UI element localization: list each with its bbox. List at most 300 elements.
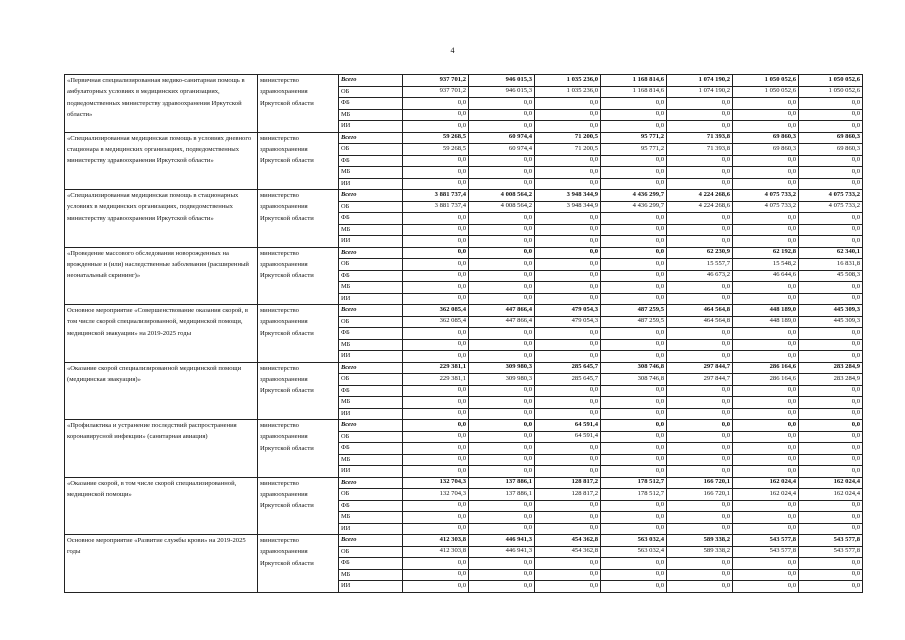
amount-cell: 0,0 [601, 328, 667, 340]
amount-cell: 454 362,8 [535, 535, 601, 547]
amount-cell: 0,0 [601, 247, 667, 259]
amount-cell: 0,0 [799, 420, 863, 432]
amount-cell: 0,0 [535, 121, 601, 133]
amount-cell: 0,0 [601, 454, 667, 466]
amount-cell: 0,0 [799, 293, 863, 305]
amount-cell: 286 164,6 [733, 374, 799, 386]
amount-cell: 69 860,3 [799, 144, 863, 156]
funding-source: МБ [339, 397, 403, 409]
funding-source: Всего [339, 190, 403, 202]
funding-source: МБ [339, 512, 403, 524]
amount-cell: 0,0 [601, 466, 667, 478]
amount-cell: 0,0 [601, 155, 667, 167]
amount-cell: 4 436 299,7 [601, 201, 667, 213]
amount-cell: 0,0 [403, 121, 469, 133]
amount-cell: 0,0 [733, 431, 799, 443]
amount-cell: 309 980,3 [469, 362, 535, 374]
program-description: Основное мероприятие «Развитие службы крови» на 2019-2025 годы [65, 535, 258, 593]
table-row [65, 420, 863, 432]
program-description: Основное мероприятие «Совершенствование оказания скорой, в том числе скорой специализированной, медицинской помощи, медицинской эвакуации» на 2019-2025 годы [65, 305, 258, 363]
funding-source: ИИ [339, 523, 403, 535]
amount-cell: 1 035 236,0 [535, 75, 601, 87]
amount-cell: 0,0 [403, 98, 469, 110]
table-row [65, 247, 863, 259]
amount-cell: 447 866,4 [469, 316, 535, 328]
amount-cell: 0,0 [799, 155, 863, 167]
funding-source: ИИ [339, 293, 403, 305]
responsible-org: министерство здравоохранения Иркутской области [258, 305, 339, 363]
funding-source: МБ [339, 282, 403, 294]
funding-source: ОБ [339, 259, 403, 271]
amount-cell: 16 831,8 [799, 259, 863, 271]
amount-cell: 0,0 [469, 213, 535, 225]
amount-cell: 283 284,9 [799, 374, 863, 386]
amount-cell: 0,0 [469, 236, 535, 248]
amount-cell: 0,0 [799, 408, 863, 420]
amount-cell: 0,0 [535, 558, 601, 570]
amount-cell: 0,0 [469, 293, 535, 305]
amount-cell: 0,0 [469, 408, 535, 420]
amount-cell: 178 512,7 [601, 489, 667, 501]
amount-cell: 0,0 [601, 558, 667, 570]
amount-cell: 3 881 737,4 [403, 190, 469, 202]
amount-cell: 0,0 [403, 397, 469, 409]
amount-cell: 543 577,8 [799, 546, 863, 558]
table-row [65, 132, 863, 144]
amount-cell: 285 645,7 [535, 374, 601, 386]
amount-cell: 60 974,4 [469, 132, 535, 144]
amount-cell: 0,0 [733, 523, 799, 535]
amount-cell: 62 192,8 [733, 247, 799, 259]
amount-cell: 0,0 [403, 339, 469, 351]
amount-cell: 0,0 [601, 98, 667, 110]
amount-cell: 0,0 [799, 512, 863, 524]
amount-cell: 59 268,5 [403, 144, 469, 156]
amount-cell: 0,0 [601, 523, 667, 535]
amount-cell: 0,0 [403, 328, 469, 340]
amount-cell: 0,0 [535, 512, 601, 524]
amount-cell: 3 948 344,9 [535, 190, 601, 202]
amount-cell: 0,0 [667, 121, 733, 133]
amount-cell: 286 164,6 [733, 362, 799, 374]
amount-cell: 45 508,3 [799, 270, 863, 282]
amount-cell: 487 259,5 [601, 305, 667, 317]
amount-cell: 0,0 [601, 397, 667, 409]
amount-cell: 0,0 [535, 454, 601, 466]
amount-cell: 46 673,2 [667, 270, 733, 282]
amount-cell: 162 024,4 [799, 489, 863, 501]
amount-cell: 0,0 [469, 351, 535, 363]
amount-cell: 0,0 [601, 500, 667, 512]
amount-cell: 0,0 [799, 500, 863, 512]
amount-cell: 0,0 [469, 581, 535, 593]
amount-cell: 0,0 [733, 385, 799, 397]
amount-cell: 1 074 190,2 [667, 75, 733, 87]
amount-cell: 0,0 [601, 167, 667, 179]
amount-cell: 0,0 [733, 581, 799, 593]
amount-cell: 0,0 [535, 351, 601, 363]
amount-cell: 3 948 344,9 [535, 201, 601, 213]
amount-cell: 0,0 [667, 224, 733, 236]
amount-cell: 283 284,9 [799, 362, 863, 374]
amount-cell: 0,0 [799, 351, 863, 363]
amount-cell: 1 168 814,6 [601, 75, 667, 87]
amount-cell: 0,0 [667, 558, 733, 570]
amount-cell: 0,0 [601, 213, 667, 225]
funding-source: ИИ [339, 581, 403, 593]
funding-source: ОБ [339, 316, 403, 328]
responsible-org: министерство здравоохранения Иркутской области [258, 362, 339, 420]
amount-cell: 0,0 [469, 466, 535, 478]
program-description: «Первичная специализированная медико-санитарная помощь в амбулаторных условиях в медицинских организациях, подведомственных министерству здравоохранения Иркутской области» [65, 75, 258, 133]
responsible-org: министерство здравоохранения Иркутской области [258, 535, 339, 593]
amount-cell: 362 085,4 [403, 316, 469, 328]
amount-cell: 1 050 052,6 [799, 86, 863, 98]
amount-cell: 946 015,3 [469, 86, 535, 98]
amount-cell: 543 577,8 [733, 546, 799, 558]
amount-cell: 464 564,8 [667, 305, 733, 317]
amount-cell: 0,0 [667, 523, 733, 535]
amount-cell: 229 381,1 [403, 362, 469, 374]
amount-cell: 0,0 [403, 247, 469, 259]
amount-cell: 0,0 [469, 523, 535, 535]
amount-cell: 0,0 [403, 454, 469, 466]
amount-cell: 0,0 [733, 443, 799, 455]
amount-cell: 59 268,5 [403, 132, 469, 144]
amount-cell: 0,0 [799, 213, 863, 225]
amount-cell: 362 085,4 [403, 305, 469, 317]
funding-source: ИИ [339, 236, 403, 248]
amount-cell: 137 886,1 [469, 489, 535, 501]
amount-cell: 4 008 564,2 [469, 201, 535, 213]
amount-cell: 60 974,4 [469, 144, 535, 156]
amount-cell: 0,0 [733, 328, 799, 340]
amount-cell: 0,0 [667, 339, 733, 351]
amount-cell: 0,0 [535, 236, 601, 248]
amount-cell: 0,0 [667, 293, 733, 305]
amount-cell: 0,0 [799, 224, 863, 236]
funding-source: Всего [339, 362, 403, 374]
amount-cell: 0,0 [601, 236, 667, 248]
amount-cell: 0,0 [403, 443, 469, 455]
amount-cell: 0,0 [469, 98, 535, 110]
amount-cell: 0,0 [535, 213, 601, 225]
amount-cell: 0,0 [733, 351, 799, 363]
amount-cell: 0,0 [601, 282, 667, 294]
responsible-org: министерство здравоохранения Иркутской области [258, 420, 339, 478]
program-description: «Оказание скорой специализированной медицинской помощи (медицинская эвакуация)» [65, 362, 258, 420]
funding-source: ФБ [339, 500, 403, 512]
amount-cell: 0,0 [601, 512, 667, 524]
amount-cell: 448 189,0 [733, 316, 799, 328]
amount-cell: 0,0 [469, 420, 535, 432]
amount-cell: 0,0 [601, 339, 667, 351]
amount-cell: 0,0 [469, 431, 535, 443]
table-row [65, 305, 863, 317]
funding-source: МБ [339, 167, 403, 179]
amount-cell: 445 309,3 [799, 316, 863, 328]
amount-cell: 0,0 [469, 282, 535, 294]
amount-cell: 297 844,7 [667, 374, 733, 386]
amount-cell: 309 980,3 [469, 374, 535, 386]
amount-cell: 589 338,2 [667, 535, 733, 547]
amount-cell: 0,0 [733, 167, 799, 179]
funding-source: ОБ [339, 489, 403, 501]
responsible-org: министерство здравоохранения Иркутской области [258, 190, 339, 248]
amount-cell: 0,0 [469, 121, 535, 133]
funding-source: ОБ [339, 431, 403, 443]
amount-cell: 0,0 [667, 431, 733, 443]
funding-source: Всего [339, 75, 403, 87]
amount-cell: 0,0 [733, 500, 799, 512]
amount-cell: 0,0 [667, 155, 733, 167]
amount-cell: 0,0 [469, 512, 535, 524]
amount-cell: 0,0 [601, 351, 667, 363]
funding-source: ИИ [339, 408, 403, 420]
amount-cell: 0,0 [535, 397, 601, 409]
amount-cell: 71 200,5 [535, 132, 601, 144]
amount-cell: 0,0 [667, 397, 733, 409]
amount-cell: 479 054,3 [535, 316, 601, 328]
amount-cell: 0,0 [535, 500, 601, 512]
amount-cell: 0,0 [799, 178, 863, 190]
amount-cell: 0,0 [403, 351, 469, 363]
amount-cell: 162 024,4 [733, 477, 799, 489]
amount-cell: 0,0 [733, 293, 799, 305]
amount-cell: 0,0 [403, 109, 469, 121]
amount-cell: 0,0 [403, 270, 469, 282]
amount-cell: 0,0 [733, 397, 799, 409]
amount-cell: 4 075 733,2 [799, 190, 863, 202]
amount-cell: 0,0 [469, 224, 535, 236]
funding-source: МБ [339, 109, 403, 121]
amount-cell: 0,0 [601, 420, 667, 432]
amount-cell: 946 015,3 [469, 75, 535, 87]
amount-cell: 71 393,8 [667, 144, 733, 156]
amount-cell: 0,0 [733, 282, 799, 294]
amount-cell: 0,0 [733, 569, 799, 581]
amount-cell: 0,0 [667, 443, 733, 455]
amount-cell: 0,0 [403, 236, 469, 248]
funding-source: ОБ [339, 374, 403, 386]
amount-cell: 0,0 [733, 236, 799, 248]
amount-cell: 563 032,4 [601, 546, 667, 558]
funding-source: ФБ [339, 155, 403, 167]
funding-source: ФБ [339, 443, 403, 455]
funding-source: Всего [339, 535, 403, 547]
amount-cell: 412 303,8 [403, 546, 469, 558]
amount-cell: 412 303,8 [403, 535, 469, 547]
amount-cell: 0,0 [667, 282, 733, 294]
amount-cell: 0,0 [469, 385, 535, 397]
amount-cell: 0,0 [799, 167, 863, 179]
amount-cell: 1 035 236,0 [535, 86, 601, 98]
amount-cell: 0,0 [403, 466, 469, 478]
amount-cell: 0,0 [469, 178, 535, 190]
amount-cell: 4 075 733,2 [733, 190, 799, 202]
amount-cell: 0,0 [403, 558, 469, 570]
amount-cell: 0,0 [469, 500, 535, 512]
amount-cell: 447 866,4 [469, 305, 535, 317]
amount-cell: 937 701,2 [403, 86, 469, 98]
amount-cell: 0,0 [535, 408, 601, 420]
amount-cell: 0,0 [535, 581, 601, 593]
amount-cell: 0,0 [403, 167, 469, 179]
amount-cell: 0,0 [601, 270, 667, 282]
funding-source: МБ [339, 569, 403, 581]
amount-cell: 0,0 [667, 213, 733, 225]
amount-cell: 0,0 [799, 397, 863, 409]
amount-cell: 64 591,4 [535, 420, 601, 432]
amount-cell: 62 340,1 [799, 247, 863, 259]
amount-cell: 0,0 [601, 443, 667, 455]
funding-source: Всего [339, 247, 403, 259]
amount-cell: 0,0 [403, 178, 469, 190]
amount-cell: 0,0 [535, 328, 601, 340]
amount-cell: 166 720,1 [667, 477, 733, 489]
amount-cell: 95 771,2 [601, 144, 667, 156]
amount-cell: 1 168 814,6 [601, 86, 667, 98]
amount-cell: 0,0 [535, 270, 601, 282]
amount-cell: 1 050 052,6 [733, 75, 799, 87]
amount-cell: 589 338,2 [667, 546, 733, 558]
responsible-org: министерство здравоохранения Иркутской области [258, 477, 339, 535]
amount-cell: 0,0 [667, 167, 733, 179]
amount-cell: 0,0 [469, 328, 535, 340]
funding-table [64, 74, 863, 593]
amount-cell: 0,0 [799, 328, 863, 340]
amount-cell: 0,0 [667, 581, 733, 593]
amount-cell: 0,0 [403, 420, 469, 432]
amount-cell: 0,0 [403, 282, 469, 294]
page-number: 4 [450, 46, 455, 55]
amount-cell: 0,0 [799, 282, 863, 294]
funding-source: ФБ [339, 213, 403, 225]
amount-cell: 0,0 [667, 500, 733, 512]
amount-cell: 0,0 [535, 293, 601, 305]
amount-cell: 0,0 [469, 569, 535, 581]
funding-source: ИИ [339, 178, 403, 190]
amount-cell: 0,0 [469, 247, 535, 259]
amount-cell: 0,0 [535, 178, 601, 190]
amount-cell: 0,0 [601, 431, 667, 443]
amount-cell: 15 557,7 [667, 259, 733, 271]
amount-cell: 0,0 [403, 224, 469, 236]
amount-cell: 563 032,4 [601, 535, 667, 547]
amount-cell: 0,0 [733, 466, 799, 478]
amount-cell: 0,0 [799, 443, 863, 455]
amount-cell: 0,0 [469, 270, 535, 282]
amount-cell: 0,0 [799, 569, 863, 581]
amount-cell: 0,0 [733, 155, 799, 167]
funding-source: ФБ [339, 558, 403, 570]
amount-cell: 0,0 [535, 224, 601, 236]
amount-cell: 0,0 [733, 558, 799, 570]
amount-cell: 0,0 [403, 431, 469, 443]
amount-cell: 1 050 052,6 [799, 75, 863, 87]
amount-cell: 0,0 [469, 259, 535, 271]
amount-cell: 0,0 [667, 420, 733, 432]
amount-cell: 162 024,4 [733, 489, 799, 501]
amount-cell: 0,0 [469, 443, 535, 455]
amount-cell: 0,0 [601, 385, 667, 397]
amount-cell: 0,0 [799, 454, 863, 466]
table-row [65, 362, 863, 374]
amount-cell: 0,0 [535, 155, 601, 167]
amount-cell: 4 224 268,6 [667, 190, 733, 202]
amount-cell: 178 512,7 [601, 477, 667, 489]
amount-cell: 132 704,3 [403, 477, 469, 489]
amount-cell: 0,0 [799, 558, 863, 570]
amount-cell: 69 860,3 [733, 144, 799, 156]
amount-cell: 0,0 [535, 259, 601, 271]
amount-cell: 4 008 564,2 [469, 190, 535, 202]
amount-cell: 0,0 [469, 339, 535, 351]
amount-cell: 0,0 [601, 109, 667, 121]
amount-cell: 0,0 [535, 523, 601, 535]
amount-cell: 128 817,2 [535, 489, 601, 501]
amount-cell: 0,0 [535, 466, 601, 478]
amount-cell: 464 564,8 [667, 316, 733, 328]
amount-cell: 0,0 [733, 213, 799, 225]
amount-cell: 0,0 [733, 454, 799, 466]
funding-source: Всего [339, 305, 403, 317]
amount-cell: 0,0 [667, 408, 733, 420]
amount-cell: 448 189,0 [733, 305, 799, 317]
amount-cell: 446 941,3 [469, 535, 535, 547]
amount-cell: 0,0 [601, 121, 667, 133]
amount-cell: 0,0 [799, 98, 863, 110]
amount-cell: 0,0 [799, 339, 863, 351]
amount-cell: 0,0 [667, 454, 733, 466]
amount-cell: 71 200,5 [535, 144, 601, 156]
amount-cell: 0,0 [667, 328, 733, 340]
amount-cell: 0,0 [667, 512, 733, 524]
amount-cell: 69 860,3 [799, 132, 863, 144]
funding-source: ИИ [339, 466, 403, 478]
amount-cell: 0,0 [799, 581, 863, 593]
amount-cell: 0,0 [535, 569, 601, 581]
amount-cell: 62 230,9 [667, 247, 733, 259]
funding-source: ИИ [339, 121, 403, 133]
amount-cell: 0,0 [601, 569, 667, 581]
amount-cell: 285 645,7 [535, 362, 601, 374]
table-row [65, 477, 863, 489]
funding-source: Всего [339, 420, 403, 432]
amount-cell: 0,0 [469, 109, 535, 121]
amount-cell: 4 224 268,6 [667, 201, 733, 213]
amount-cell: 4 075 733,2 [799, 201, 863, 213]
amount-cell: 454 362,8 [535, 546, 601, 558]
amount-cell: 137 886,1 [469, 477, 535, 489]
funding-source: МБ [339, 454, 403, 466]
amount-cell: 0,0 [535, 98, 601, 110]
amount-cell: 0,0 [799, 431, 863, 443]
amount-cell: 0,0 [403, 385, 469, 397]
amount-cell: 69 860,3 [733, 132, 799, 144]
funding-source: ФБ [339, 385, 403, 397]
funding-source: ОБ [339, 144, 403, 156]
amount-cell: 1 074 190,2 [667, 86, 733, 98]
program-description: «Профилактика и устранение последствий распространения коронавирусной инфекции» (санитарная авиация) [65, 420, 258, 478]
amount-cell: 0,0 [403, 569, 469, 581]
amount-cell: 0,0 [667, 98, 733, 110]
amount-cell: 0,0 [469, 454, 535, 466]
amount-cell: 0,0 [667, 178, 733, 190]
amount-cell: 0,0 [667, 236, 733, 248]
amount-cell: 0,0 [601, 408, 667, 420]
funding-source: ИИ [339, 351, 403, 363]
